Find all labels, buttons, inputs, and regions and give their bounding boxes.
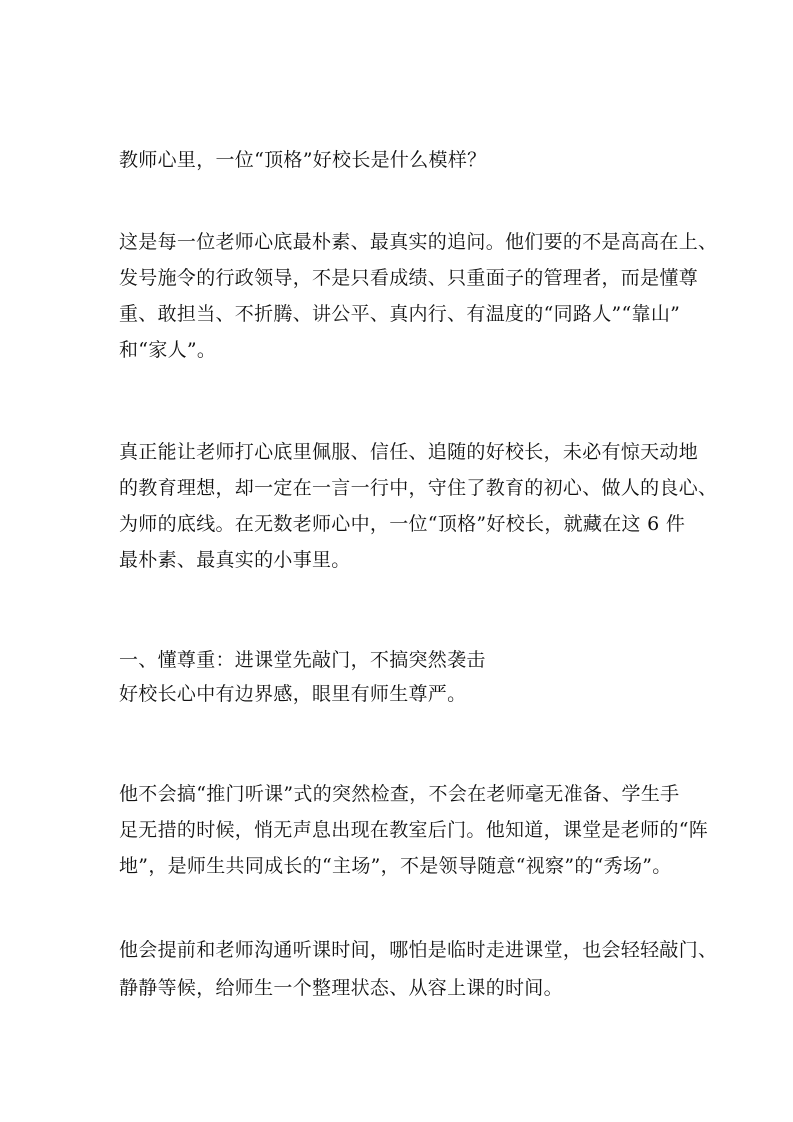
paragraph-1-line-2: 发号施令的行政领导，不是只看成绩、只重面子的管理者，而是懂尊 [119,267,699,289]
paragraph-1-line-4: 和“家人”。 [119,339,217,361]
section-1-subheading: 好校长心中有边界感，眼里有师生尊严。 [119,683,467,705]
paragraph-2-line-2: 的教育理想，却一定在一言一行中，守住了教育的初心、做人的良心、 [119,477,718,499]
paragraph-2-line-3: 为师的底线。在无数老师心中，一位“顶格”好校长，就藏在这 6 件 [119,513,686,535]
paragraph-1-line-3: 重、敢担当、不折腾、讲公平、真内行、有温度的“同路人”“靠山” [119,303,681,325]
paragraph-1-line-1: 这是每一位老师心底最朴素、最真实的追问。他们要的不是高高在上、 [119,231,718,253]
paragraph-3-line-1: 他不会搞“推门听课”式的突然检查，不会在老师毫无准备、学生手 [119,783,680,805]
section-1-heading: 一、懂尊重：进课堂先敲门，不搞突然袭击 [119,649,486,671]
paragraph-2-line-4: 最朴素、最真实的小事里。 [119,549,351,571]
paragraph-2-line-1: 真正能让老师打心底里佩服、信任、追随的好校长，未必有惊天动地 [119,441,699,463]
paragraph-3-line-2: 足无措的时候，悄无声息出现在教室后门。他知道，课堂是老师的“阵 [119,819,709,841]
paragraph-4-line-1: 他会提前和老师沟通听课时间，哪怕是临时走进课堂，也会轻轻敲门、 [119,939,718,961]
document-title: 教师心里，一位“顶格”好校长是什么模样？ [119,149,487,171]
paragraph-3-line-3: 地”，是师生共同成长的“主场”，不是领导随意“视察”的“秀场”。 [119,855,672,877]
paragraph-4-line-2: 静静等候，给师生一个整理状态、从容上课的时间。 [119,977,563,999]
